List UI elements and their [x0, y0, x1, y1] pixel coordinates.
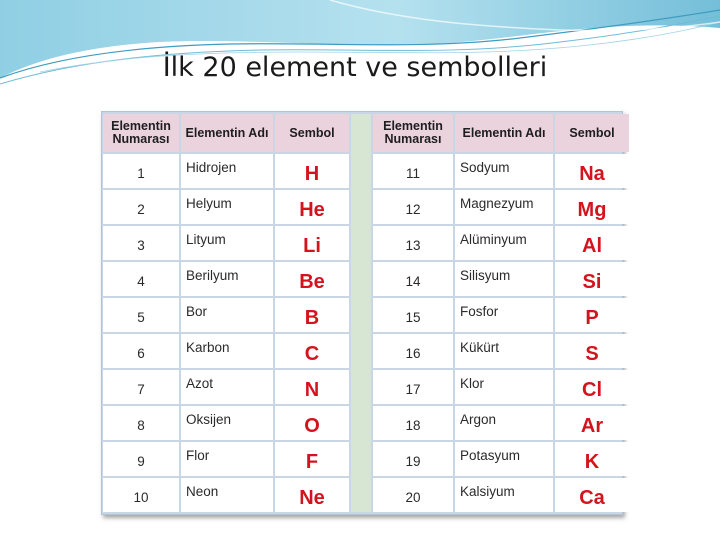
element-number: 9: [103, 442, 179, 476]
element-name: Hidrojen: [181, 154, 273, 188]
element-symbol: Ar: [555, 406, 629, 440]
element-number: 1: [103, 154, 179, 188]
element-name: Klor: [455, 370, 553, 404]
element-symbol: Mg: [555, 190, 629, 224]
element-number: 7: [103, 370, 179, 404]
element-number: 12: [373, 190, 453, 224]
element-symbol: S: [555, 334, 629, 368]
element-number: 4: [103, 262, 179, 296]
element-name: Flor: [181, 442, 273, 476]
element-number: 20: [373, 478, 453, 512]
element-symbol: N: [275, 370, 349, 404]
element-number: 17: [373, 370, 453, 404]
element-name: Kalsiyum: [455, 478, 553, 512]
element-number: 3: [103, 226, 179, 260]
element-name: Argon: [455, 406, 553, 440]
element-symbol: B: [275, 298, 349, 332]
element-symbol: Na: [555, 154, 629, 188]
element-symbol: O: [275, 406, 349, 440]
element-symbol: Cl: [555, 370, 629, 404]
element-name: Berilyum: [181, 262, 273, 296]
element-name: Alüminyum: [455, 226, 553, 260]
element-name: Magnezyum: [455, 190, 553, 224]
element-name: Silisyum: [455, 262, 553, 296]
header-name: Elementin Adı: [181, 114, 273, 152]
element-number: 10: [103, 478, 179, 512]
element-table: [101, 111, 623, 515]
element-number: 5: [103, 298, 179, 332]
element-name: Lityum: [181, 226, 273, 260]
element-name: Azot: [181, 370, 273, 404]
element-symbol: He: [275, 190, 349, 224]
element-symbol: C: [275, 334, 349, 368]
element-table-grid: [103, 114, 629, 512]
header-number-2: Elementin Numarası: [373, 114, 453, 152]
element-number: 18: [373, 406, 453, 440]
element-number: 2: [103, 190, 179, 224]
element-symbol: H: [275, 154, 349, 188]
element-symbol: P: [555, 298, 629, 332]
element-number: 8: [103, 406, 179, 440]
element-symbol: Li: [275, 226, 349, 260]
slide-title: İlk 20 element ve sembolleri: [162, 52, 548, 83]
column-separator: [351, 114, 371, 512]
header-symbol: Sembol: [275, 114, 349, 152]
element-symbol: Ne: [275, 478, 349, 512]
element-symbol: Ca: [555, 478, 629, 512]
element-name: Fosfor: [455, 298, 553, 332]
element-symbol: F: [275, 442, 349, 476]
element-number: 6: [103, 334, 179, 368]
header-symbol-2: Sembol: [555, 114, 629, 152]
element-number: 14: [373, 262, 453, 296]
element-name: Potasyum: [455, 442, 553, 476]
element-number: 16: [373, 334, 453, 368]
element-name: Kükürt: [455, 334, 553, 368]
header-number: Elementin Numarası: [103, 114, 179, 152]
element-symbol: Si: [555, 262, 629, 296]
element-name: Helyum: [181, 190, 273, 224]
element-name: Oksijen: [181, 406, 273, 440]
element-symbol: K: [555, 442, 629, 476]
element-name: Bor: [181, 298, 273, 332]
element-name: Sodyum: [455, 154, 553, 188]
element-symbol: Be: [275, 262, 349, 296]
element-number: 19: [373, 442, 453, 476]
header-name-2: Elementin Adı: [455, 114, 553, 152]
element-name: Neon: [181, 478, 273, 512]
element-symbol: Al: [555, 226, 629, 260]
element-name: Karbon: [181, 334, 273, 368]
element-number: 15: [373, 298, 453, 332]
element-number: 13: [373, 226, 453, 260]
element-number: 11: [373, 154, 453, 188]
